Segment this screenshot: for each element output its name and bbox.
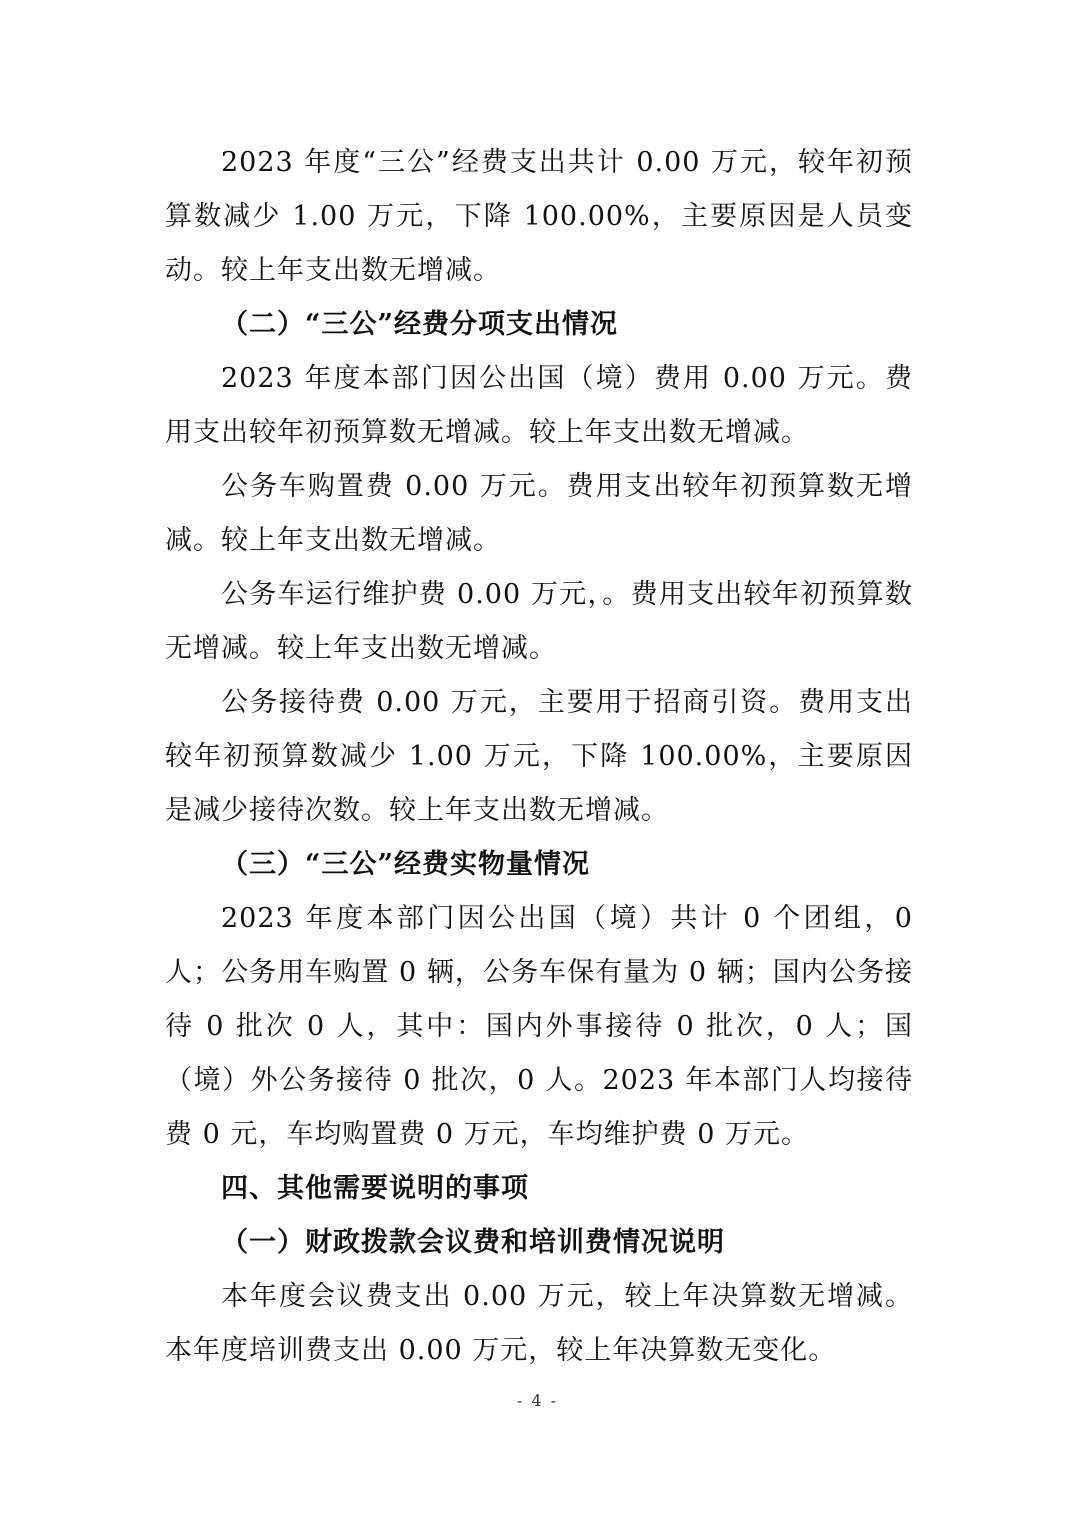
paragraph-summary: 2023 年度“三公”经费支出共计 0.00 万元，较年初预算数减少 1.00 万元，下降 100.00%，主要原因是人员变动。较上年支出数无增减。: [165, 147, 913, 286]
document-body: [165, 136, 913, 1378]
paragraph-meeting-training: 本年度会议费支出 0.00 万元，较上年决算数无增减。本年度培训费支出 0.00 万元，较上年决算数无变化。: [165, 1281, 913, 1366]
paragraph-vehicle-purchase: 公务车购置费 0.00 万元。费用支出较年初预算数无增减。较上年支出数无增减。: [165, 471, 913, 556]
subsection-heading-meeting-training: （一）财政拨款会议费和培训费情况说明: [221, 1227, 725, 1258]
page-number: - 4 -: [516, 1391, 559, 1410]
paragraph-overseas-travel: 2023 年度本部门因公出国（境）费用 0.00 万元。费用支出较年初预算数无增减。较上年支出数无增减。: [165, 363, 913, 448]
section-heading-itemized-expenses: （二）“三公”经费分项支出情况: [221, 309, 619, 340]
paragraph-physical-quantity: 2023 年度本部门因公出国（境）共计 0 个团组，0 人；公务用车购置 0 辆，公务车保有量为 0 辆；国内公务接待 0 批次 0 人，其中：国内外事接待 0 批次，0 人；国（境）外公务接待 0 批次，0 人。2023 年本部门人均接待费 0 元，车均购置费 0 万元，车均维护费 0 万元。: [165, 903, 913, 1150]
paragraph-vehicle-maintenance: 公务车运行维护费 0.00 万元，。费用支出较年初预算数无增减。较上年支出数无增减。: [165, 579, 913, 664]
section-heading-physical-quantity: （三）“三公”经费实物量情况: [221, 849, 591, 880]
paragraph-official-reception: 公务接待费 0.00 万元，主要用于招商引资。费用支出较年初预算数减少 1.00 万元，下降 100.00%，主要原因是减少接待次数。较上年支出数无增减。: [165, 687, 913, 826]
section-heading-other-matters: 四、其他需要说明的事项: [221, 1173, 529, 1204]
